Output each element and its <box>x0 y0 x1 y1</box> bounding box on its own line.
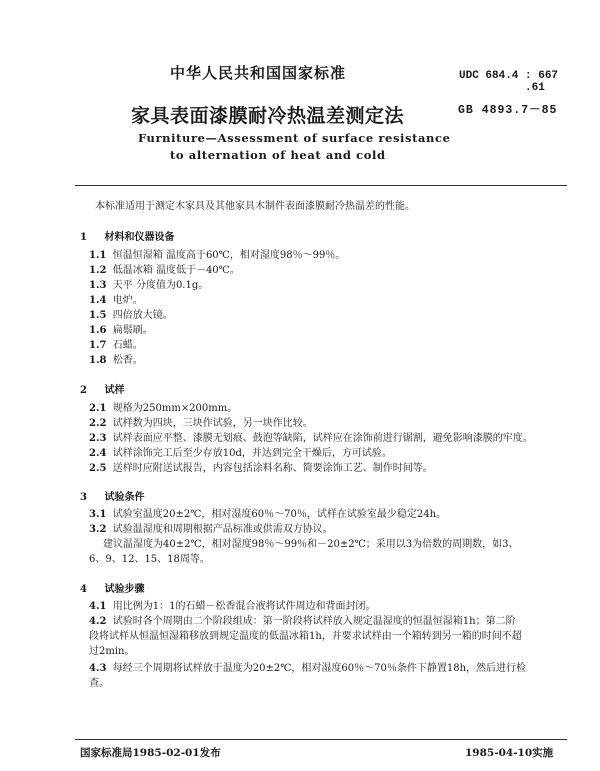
item-text: 扁鬃刷。 <box>112 325 153 336</box>
item-number: 1.3 <box>89 280 107 291</box>
item-number: 1.2 <box>89 265 107 276</box>
item-number: 4.2 <box>89 616 107 627</box>
section-4-title: 试验步骤 <box>104 584 145 595</box>
item-text: 试样涂饰完工后至少存放10d，并达到完全干燥后，方可试验。 <box>112 448 392 459</box>
english-title-line2: to alternation of heat and cold <box>170 148 386 162</box>
paragraph-line: 查。 <box>89 678 109 689</box>
list-item <box>89 402 237 416</box>
item-text: 四倍放大镜。 <box>112 310 173 321</box>
list-item <box>89 447 392 461</box>
implementation-date: 1985-04-10实施 <box>465 747 554 759</box>
item-text: 试验室温度20±2℃，相对湿度60％～70％，试样在试验室最少稳定24h。 <box>112 509 447 520</box>
list-item <box>89 294 143 308</box>
english-title-line1: Furniture—Assessment of surface resistance <box>138 131 451 145</box>
section-2-title: 试样 <box>104 385 125 396</box>
item-number: 4.1 <box>89 601 107 612</box>
item-number: 1.5 <box>89 310 107 321</box>
list-item <box>89 523 333 537</box>
list-item <box>89 417 313 431</box>
section-4-number: 4 <box>80 584 87 595</box>
item-number: 3.1 <box>89 509 107 520</box>
standard-category: 中华人民共和国国家标准 <box>170 64 347 82</box>
udc-code <box>459 70 558 94</box>
section-4-heading <box>80 580 144 595</box>
paragraph-line: 建议温湿度为40±2℃，相对湿度98％～99％和－20±2℃；采用以3为倍数的周期数，如3、 <box>103 539 519 550</box>
item-text: 每经三个周期将试样放于温度为20±2℃，相对湿度60％～70％条件下静置18h，然后进行检 <box>112 663 527 674</box>
item-number: 2.1 <box>89 403 107 414</box>
list-item <box>89 508 446 522</box>
list-item <box>89 309 173 323</box>
item-number: 2.2 <box>89 418 107 429</box>
section-3-number: 3 <box>80 492 87 503</box>
item-text: 天平 分度值为0.1g。 <box>112 280 209 291</box>
item-text: 试验温湿度和周期根据产品标准或供需双方协议。 <box>112 524 333 535</box>
item-text: 用比例为1：1的石蜡－松香混合液将试件周边和背面封闭。 <box>112 601 376 612</box>
list-item <box>89 600 376 614</box>
section-2-heading <box>80 381 124 396</box>
udc-line2: .61 <box>525 82 545 94</box>
gb-number: GB 4893.7－85 <box>458 104 558 117</box>
item-number: 2.5 <box>89 463 107 474</box>
item-number: 3.2 <box>89 524 107 535</box>
list-item <box>89 354 143 368</box>
udc-line1: UDC 684.4 : 667 <box>459 70 559 82</box>
section-1-title: 材料和仪器设备 <box>104 232 175 243</box>
section-1-number: 1 <box>80 232 87 243</box>
item-text: 电炉。 <box>112 295 143 306</box>
issue-date: 国家标准局1985-02-01发布 <box>80 747 221 759</box>
list-item <box>89 462 433 476</box>
item-number: 2.4 <box>89 448 107 459</box>
intro-text: 本标准适用于测定木家具及其他家具木制件表面漆膜耐冷热温差的性能。 <box>95 201 415 212</box>
footer-divider <box>75 739 567 740</box>
item-number: 2.3 <box>89 433 107 444</box>
item-text: 试验时各个周期由二个阶段组成：第一阶段将试样放入规定温湿度的恒温恒湿箱1h；第二阶 <box>112 616 516 627</box>
item-number: 1.8 <box>89 355 107 366</box>
list-item <box>89 432 533 446</box>
page-title: 家具表面漆膜耐冷热温差测定法 <box>131 105 405 127</box>
item-text: 恒温恒湿箱 温度高于60℃，相对湿度98％～99％。 <box>112 250 346 261</box>
list-item <box>89 264 240 278</box>
section-1-heading <box>80 228 174 243</box>
item-text: 松香。 <box>112 355 143 366</box>
list-item <box>89 279 208 293</box>
section-2-number: 2 <box>80 385 87 396</box>
list-item <box>89 662 526 676</box>
item-number: 1.6 <box>89 325 107 336</box>
item-text: 送样时应附送试报告，内容包括涂料名称、简要涂饰工艺、制作时间等。 <box>112 463 433 474</box>
item-number: 1.1 <box>89 250 107 261</box>
paragraph-line: 过2min。 <box>89 646 135 657</box>
list-item <box>89 339 143 353</box>
list-item <box>89 615 516 629</box>
paragraph-line: 6、9、12、15、18周等。 <box>89 554 210 565</box>
section-3-title: 试验条件 <box>104 492 145 503</box>
item-text: 试样数为四块，三块作试验，另一块作比较。 <box>112 418 313 429</box>
list-item <box>89 324 153 338</box>
item-text: 规格为250mm×200mm。 <box>112 403 238 414</box>
item-text: 石蜡。 <box>112 340 143 351</box>
list-item <box>89 249 345 263</box>
header-divider <box>75 185 567 186</box>
paragraph-line: 段将试样从恒温恒湿箱移放到规定温度的低温冰箱1h，并要求试样由一个箱转到另一箱的时间不超 <box>89 631 522 642</box>
item-number: 4.3 <box>89 663 107 674</box>
item-text: 试样表面应平整、漆膜无划痕、鼓泡等缺陷，试样应在涂饰前进行锯割，避免影响漆膜的牢度。 <box>112 433 533 444</box>
item-number: 1.7 <box>89 340 107 351</box>
section-3-heading <box>80 488 144 503</box>
item-number: 1.4 <box>89 295 107 306</box>
item-text: 低温冰箱 温度低于－40℃。 <box>112 265 240 276</box>
